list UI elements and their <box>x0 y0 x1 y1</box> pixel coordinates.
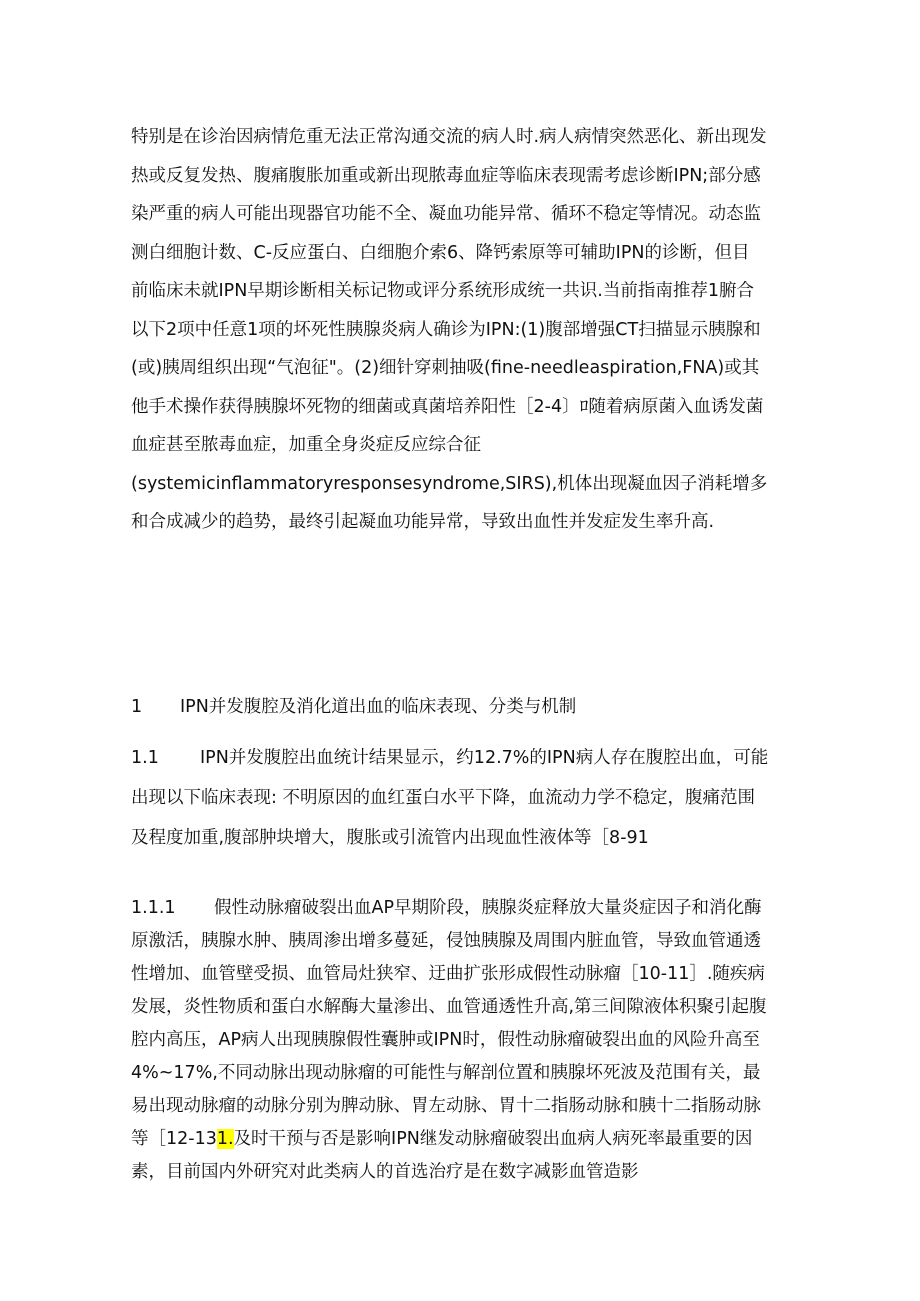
section-number: 1.1 <box>131 748 159 768</box>
text-line: 及程度加重,腹部肿块增大，腹胀或引流管内出现血性液体等［8-91 <box>131 828 649 848</box>
text-line: 性增加、血管壁受损、血管局灶狭窄、迂曲扩张形成假性动脉瘤［10-11］.随疾病 <box>131 964 765 984</box>
text-run: IPN并发腹腔出血统计结果显示，约12.7%的IPN病人存在腹腔出血，可能 <box>200 748 769 768</box>
text-line: 以下2项中任意1项的坏死性胰腺炎病人确诊为IPN:(1)腹部增强CT扫描显示胰腺和 <box>131 319 761 340</box>
section-number: 1.1.1 <box>131 898 176 918</box>
text-line: 前临床未就IPN早期诊断相关标记物或评分系统形成统一共识.当前指南推荐1腑合 <box>131 281 754 301</box>
text-line: 素，目前国内外研究对此类病人的首选治疗是在数字减影血管造影 <box>131 1162 639 1182</box>
text-line: 测白细胞计数、C-反应蛋白、白细胞介索6、降钙索原等可辅助IPN的诊断，但目 <box>131 242 750 263</box>
paragraph-ipn-diagnosis <box>131 118 801 542</box>
text-run: 等［12-13 <box>131 1129 217 1149</box>
section-heading-1 <box>131 690 801 724</box>
text-run: 及时干预与否是影响IPN继发动脉瘤破裂出血病人病死率最重要的因 <box>233 1129 753 1149</box>
text-line: 出现以下临床表现: 不明原因的血红蛋白水平下降，血流动力学不稳定，腹痛范围 <box>131 788 755 808</box>
text-line: (systemicinflammatoryresponsesyndrome,SIRS),机体出现凝血因子消耗增多 <box>131 473 768 494</box>
section-number: 1 <box>131 697 143 717</box>
text-line: 腔内高压，AP病人出现胰腺假性囊肿或IPN时，假性动脉瘤破裂出血的风险升高至 <box>131 1030 760 1050</box>
text-line <box>131 1123 801 1156</box>
text-line <box>131 738 801 778</box>
text-line: 血症甚至脓毒血症，加重全身炎症反应综合征 <box>131 435 481 455</box>
text-line: 和合成减少的趋势，最终引起凝血功能异常，导致出血性并发症发生率升高. <box>131 512 715 532</box>
text-run: 假性动脉瘤破裂出血AP早期阶段，胰腺炎症释放大量炎症因子和消化酶 <box>214 898 762 918</box>
text-line: 原激活，胰腺水肿、胰周渗出增多蔓延，侵蚀胰腺及周围内脏血管，导致血管通透 <box>131 931 761 951</box>
highlighted-text: 1. <box>216 1129 234 1149</box>
text-line: 易出现动脉瘤的动脉分别为脾动脉、胃左动脉、胃十二指肠动脉和胰十二指肠动脉 <box>131 1096 761 1116</box>
paragraph-section-1-1-1 <box>131 892 801 1189</box>
text-line: 热或反复发热、腹痛腹胀加重或新出现脓毒血症等临床表现需考虑诊断IPN;部分感 <box>131 165 761 186</box>
text-line: 特别是在诊治因病情危重无法正常沟通交流的病人时.病人病情突然恶化、新出现发 <box>131 127 767 147</box>
text-line: 他手术操作获得胰腺坏死物的细菌或真菌培养阳性［2-4〕ﾛ随着病原菌入血诱发菌 <box>131 396 764 417</box>
text-line: (或)胰周组织出现“气泡征"。(2)细针穿刺抽吸(fine-needleaspiration,FNA)或其 <box>131 358 760 378</box>
text-line: 发展，炎性物质和蛋白水解酶大量渗出、血管通透性升高,第三间隙液体积聚引起腹 <box>131 997 767 1017</box>
text-line <box>131 892 801 925</box>
section-title: IPN并发腹腔及消化道出血的临床表现、分类与机制 <box>180 697 577 717</box>
text-line: 4%~17%,不同动脉出现动脉瘤的可能性与解剖位置和胰腺坏死波及范围有关，最 <box>131 1063 761 1083</box>
paragraph-section-1-1 <box>131 738 801 858</box>
text-line: 染严重的病人可能出现器官功能不全、凝血功能异常、循环不稳定等情况。动态监 <box>131 204 761 224</box>
